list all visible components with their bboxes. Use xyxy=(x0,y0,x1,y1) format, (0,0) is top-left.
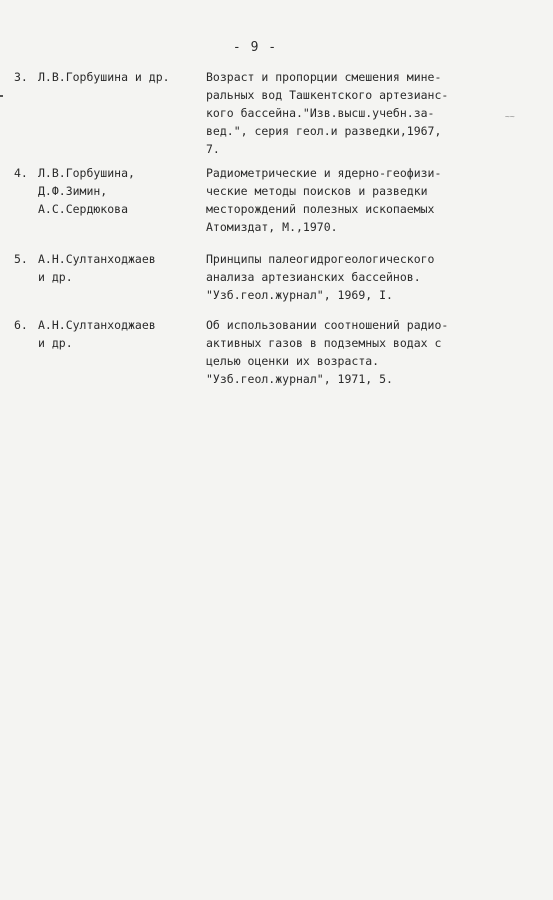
title-line: кого бассейна."Изв.высш.учебн.за- xyxy=(206,106,435,120)
title-line: Принципы палеогидрогеологического xyxy=(206,252,435,266)
reference-title xyxy=(206,68,496,158)
title-line: ческие методы поисков и разведки xyxy=(206,184,428,198)
title-line: 7. xyxy=(206,142,220,156)
reference-title xyxy=(206,250,496,304)
author-line: Д.Ф.Зимин, xyxy=(38,184,108,198)
title-line: "Узб.геол.журнал", 1969, I. xyxy=(206,288,393,302)
stray-mark: ~~ xyxy=(505,112,515,121)
reference-authors xyxy=(38,250,203,286)
reference-title xyxy=(206,164,496,236)
page-number: - 9 - xyxy=(232,40,278,55)
title-line: "Узб.геол.журнал", 1971, 5. xyxy=(206,372,393,386)
title-line: активных газов в подземных водах с xyxy=(206,336,442,350)
reference-entry-4 xyxy=(0,164,553,250)
title-line: месторождений полезных ископаемых xyxy=(206,202,435,216)
title-line: ральных вод Ташкентского артезианс- xyxy=(206,88,449,102)
author-line: А.Н.Султанходжаев xyxy=(38,318,156,332)
title-line: вед.", серия геол.и разведки,1967, xyxy=(206,124,442,138)
reference-title xyxy=(206,316,496,388)
reference-number: 4. xyxy=(14,166,28,180)
reference-list xyxy=(0,68,553,396)
author-line: А.Н.Султанходжаев xyxy=(38,252,156,266)
title-line: Возраст и пропорции смешения мине- xyxy=(206,70,442,84)
reference-authors xyxy=(38,164,203,218)
author-line: А.С.Сердюкова xyxy=(38,202,129,216)
author-line: и др. xyxy=(38,270,73,284)
reference-number: 6. xyxy=(14,318,28,332)
reference-number: 3. xyxy=(14,70,28,84)
title-line: Радиометрические и ядерно-геофизи- xyxy=(206,166,442,180)
reference-entry-5 xyxy=(0,250,553,316)
reference-entry-6 xyxy=(0,316,553,396)
reference-authors xyxy=(38,316,203,352)
author-line: Л.В.Горбушина и др. xyxy=(38,70,170,84)
author-line: и др. xyxy=(38,336,73,350)
reference-authors xyxy=(38,68,203,86)
title-line: анализа артезианских бассейнов. xyxy=(206,270,421,284)
title-line: Атомиздат, М.,1970. xyxy=(206,220,338,234)
reference-number: 5. xyxy=(14,252,28,266)
title-line: целью оценки их возраста. xyxy=(206,354,380,368)
reference-entry-3 xyxy=(0,68,553,164)
author-line: Л.В.Горбушина, xyxy=(38,166,135,180)
title-line: Об использовании соотношений радио- xyxy=(206,318,449,332)
